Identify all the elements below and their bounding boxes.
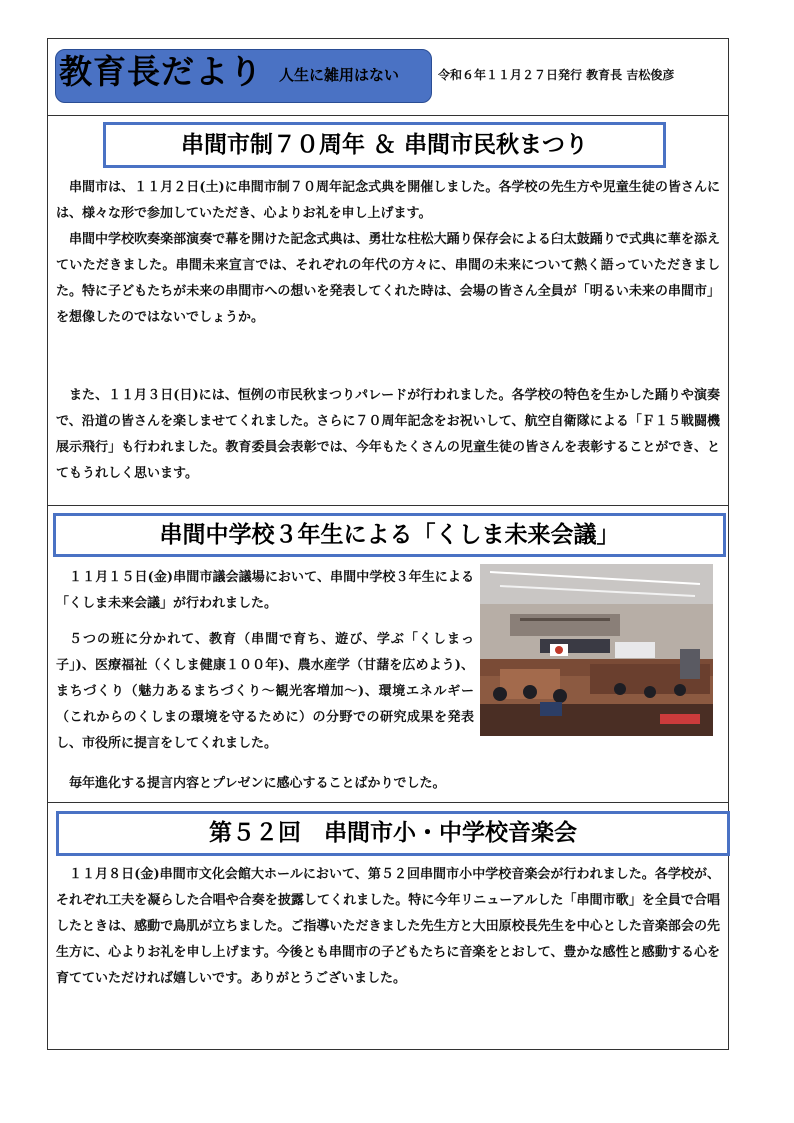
page-title: 教育長だより [59,52,263,91]
divider-section2 [47,505,729,506]
council-meeting-photo [480,564,713,736]
issue-info: 令和６年１１月２７日発行 教育長 吉松俊彦 [438,68,675,82]
section1-paragraph-1: 串間市は、１１月２日(土)に串間市制７０周年記念式典を開催しました。各学校の先生方や児童生徒の皆さんには、様々な形で参加していただき、心よりお礼を申し上げます。 [56,180,720,221]
page-subtitle: 人生に雑用はない [279,66,400,84]
section3-paragraph-1: １１月８日(金)串間市文化会館大ホールにおいて、第５２回串間市小中学校音楽会が行われました。各学校が、それぞれ工夫を凝らした合唱や合奏を披露してくれました。特に今年リニューアルした「串間市歌」を全員で合唱したときは、感動で鳥肌が立ちました。ご指導いただきました先生方と大田原校長先生を中心とした音楽部会の先生方に、心よりお礼を申し上げます。今後とも串間市の子どもたちに音楽をとおして、豊かな感性と感動する心を育てていただければ嬉しいです。ありがとうございました。 [56,867,720,986]
section2-paragraph-1: １１月１５日(金)串間市議会議場において、串間中学校３年生による「くしま未来会議」が行われました。 [56,570,474,611]
section1-paragraph-2: 串間中学校吹奏楽部演奏で幕を開けた記念式典は、勇壮な柱松大踊り保存会による臼太鼓踊りで式典に華を添えていただきました。串間未来宣言では、それぞれの年代の方々に、串間の未来について熱く語っていただきました。特に子どもたちが未来の串間市への想いを発表してくれた時は、会場の皆さん全員が「明るい未来の串間市」を想像したのではないでしょうか。 [56,232,720,325]
divider-section3 [47,802,729,803]
section1-paragraph-3: また、１１月３日(日)には、恒例の市民秋まつりパレードが行われました。各学校の特色を生かした踊りや演奏で、沿道の皆さんを楽しませてくれました。さらに７０周年記念をお祝いして、航空自衛隊による「Ｆ１５戦闘機展示飛行」も行われました。教育委員会表彰では、今年もたくさんの児童生徒の皆さんを表彰することができ、とてもうれしく思います。 [56,388,720,481]
section2-paragraph-3: 毎年進化する提言内容とプレゼンに感心することばかりでした。 [69,776,446,791]
section3-heading: 第５２回 串間市小・中学校音楽会 [56,811,730,856]
divider-header [47,115,729,116]
section2-paragraph-2: ５つの班に分かれて、教育（串間で育ち、遊び、学ぶ「くしまっ子」)、医療福祉（くしま健康１００年)、農水産学（甘藷を広めよう)、まちづくり（魅力あるまちづくり～観光客増加～)、環境エネルギー（これからのくしまの環境を守るために）の分野での研究成果を発表し、市役所に提言をしてくれました。 [56,632,474,751]
section2-heading: 串間中学校３年生による「くしま未来会議」 [53,513,726,557]
section1-heading: 串間市制７０周年 ＆ 串間市民秋まつり [103,122,666,168]
